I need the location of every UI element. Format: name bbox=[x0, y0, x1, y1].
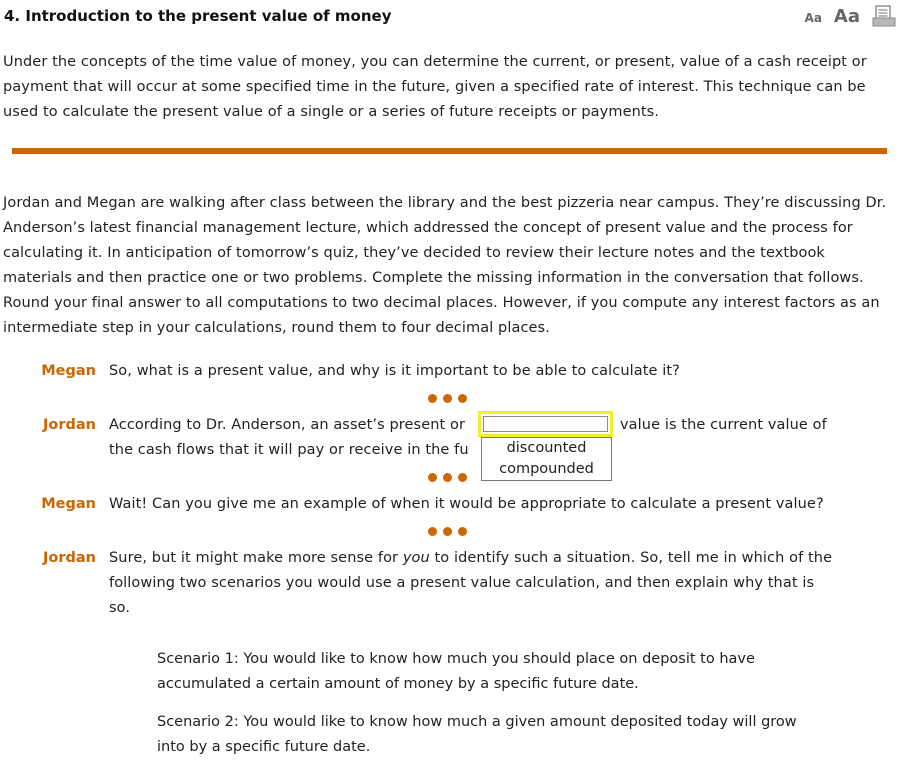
present-value-dropdown[interactable] bbox=[478, 411, 613, 437]
intro-paragraph: Under the concepts of the time value of money, you can determine the current, or present, value of a cash receipt or payment that will occur at some specified time in the future, given a specified rate of interest. This technique can be used to calculate the present value of a single or a series of future receipts or payments. bbox=[3, 54, 867, 120]
speech-text-line2: the cash flows that it will pay or receive in the fu bbox=[109, 442, 469, 458]
dialog-separator bbox=[428, 527, 467, 536]
speech-part1: Sure, but it might make more sense for bbox=[109, 550, 399, 566]
speaker-label: Jordan bbox=[43, 550, 96, 566]
font-size-large-button[interactable]: Aa bbox=[833, 6, 860, 27]
scenario-2-text: Scenario 2: You would like to know how much a given amount deposited today will grow into by a specific future date. bbox=[157, 714, 797, 755]
font-size-small-button[interactable]: Aa bbox=[804, 11, 822, 25]
speech-text: Wait! Can you give me an example of when it would be appropriate to calculate a present value? bbox=[109, 496, 824, 512]
speech-text-before: According to Dr. Anderson, an asset’s present or bbox=[109, 417, 466, 433]
dialog-separator bbox=[428, 394, 467, 403]
speaker-label: Megan bbox=[41, 496, 96, 512]
dropdown-options bbox=[481, 437, 612, 481]
speech-emphasis: you bbox=[402, 550, 430, 566]
scenario-1-text: Scenario 1: You would like to know how much you should place on deposit to have accumulated a certain amount of money by a specific future date. bbox=[157, 651, 755, 692]
option-compounded[interactable]: compounded bbox=[499, 461, 594, 477]
speech-text: So, what is a present value, and why is it important to be able to calculate it? bbox=[109, 363, 680, 379]
toolbar bbox=[805, 5, 896, 27]
speaker-label: Megan bbox=[41, 363, 96, 379]
dropdown-selected-value bbox=[483, 416, 608, 432]
print-icon[interactable] bbox=[872, 5, 896, 27]
page-title: 4. Introduction to the present value of money bbox=[4, 7, 392, 25]
speech-text-line2: following two scenarios you would use a present value calculation, and then explain why that is bbox=[109, 575, 815, 591]
header bbox=[0, 0, 916, 34]
section-divider bbox=[12, 148, 887, 154]
speech-text-after: value is the current value of bbox=[620, 417, 827, 433]
scenario-paragraph: Jordan and Megan are walking after class between the library and the best pizzeria near campus. They’re discussing Dr. Anderson’s latest financial management lecture, which addressed the concept of present value and the process for calculating it. In anticipation of tomorrow’s quiz, they’ve decided to review their lecture notes and the textbook materials and then practice one or two problems. Complete the missing information in the conversation that follows. Round your final answer to all computations to two decimal places. However, if you compute any interest factors as an intermediate step in your calculations, round them to four decimal places. bbox=[3, 195, 887, 336]
dialog-separator bbox=[428, 473, 467, 482]
speech-part2: to identify such a situation. So, tell me in which of the bbox=[434, 550, 833, 566]
speech-text-line3: so. bbox=[109, 600, 131, 616]
option-discounted[interactable]: discounted bbox=[506, 440, 587, 456]
speech-text-line1 bbox=[109, 546, 832, 571]
speaker-label: Jordan bbox=[43, 417, 96, 433]
